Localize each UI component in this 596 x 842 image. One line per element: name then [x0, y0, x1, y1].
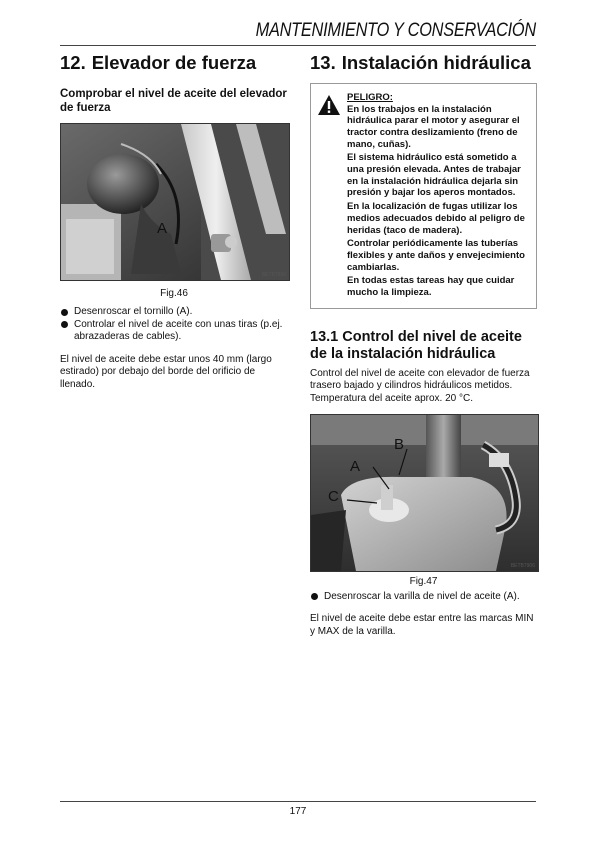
page-number: 177 — [289, 806, 307, 817]
figure-47-caption: Fig.47 — [409, 575, 438, 587]
warning-paragraph: En la localización de fugas utilizar los medios adecuados debido al peligro de heridas (taco de madera). — [347, 201, 525, 236]
left-paragraph: El nivel de aceite debe estar unos 40 mm (largo estirado) por debajo del borde del orificio de llenado. — [60, 353, 272, 390]
warning-paragraph: En todas estas tareas hay que cuidar mucho la limpieza. — [347, 275, 515, 299]
footer-rule — [60, 801, 536, 802]
warning-paragraph: Controlar periódicamente las tuberías flexibles y ante daños y envejecimiento cambiarlas. — [347, 238, 525, 273]
figure-46-caption: Fig.46 — [160, 288, 188, 299]
figure-47-label-b: B — [394, 435, 405, 453]
list-item: Desenroscar el tornillo (A). — [60, 306, 288, 319]
figure-46-label-a: A — [157, 220, 168, 237]
figure-47-label-c: C — [328, 487, 339, 505]
right-paragraph: El nivel de aceite debe estar entre las marcas MIN y MAX de la varilla. — [310, 613, 534, 637]
figure-47-label-a: A — [350, 457, 361, 475]
left-column — [60, 50, 288, 392]
header-rule — [60, 45, 536, 46]
figure-46-code: BETB7898 — [261, 272, 286, 278]
warning-heading: PELIGRO: — [347, 92, 393, 103]
section-12-subtitle: Comprobar el nivel de aceite del elevador de fuerza — [60, 88, 287, 114]
right-bullet-list — [310, 591, 537, 604]
warning-paragraph: El sistema hidráulico está sometido a una presión elevada. Antes de trabajar en la instalación hidráulica dejarla sin presión y bajar los aperos montados. — [347, 152, 521, 199]
warning-triangle-icon — [317, 92, 341, 299]
list-item: Desenroscar la varilla de nivel de aceite (A). — [310, 591, 537, 604]
warning-text — [347, 92, 530, 299]
running-header: MANTENIMIENTO Y CONSERVACIÓN — [255, 20, 536, 41]
figure-47-photo — [310, 414, 539, 572]
hydraulic-oil-tank-illustration — [311, 415, 538, 571]
warning-paragraph: En los trabajos en la instalación hidráulica parar el motor y asegurar el tractor contra deslizamiento (freno de mano, cuñas). — [347, 103, 520, 150]
lift-oil-filler-illustration — [61, 124, 289, 280]
list-item: Controlar el nivel de aceite con unas tiras (p.ej. abrazaderas de cables). — [60, 319, 288, 344]
left-bullet-list — [60, 306, 288, 344]
figure-47-code: BETB7906 — [510, 562, 535, 569]
right-column — [310, 50, 537, 638]
section-12-title: 12. Elevador de fuerza — [60, 52, 257, 73]
subsection-intro: Control del nivel de aceite con elevador de fuerza trasero bajado y cilindros hidráulicos metidos. Temperatura del aceite aprox. 20 °C. — [310, 367, 530, 404]
section-13-title: 13. Instalación hidráulica — [310, 52, 531, 73]
subsection-13-1-title: 13.1 Control del nivel de aceite de la instalación hidráulica — [310, 328, 522, 362]
danger-warning-box — [310, 83, 537, 309]
figure-46-photo — [60, 123, 290, 281]
